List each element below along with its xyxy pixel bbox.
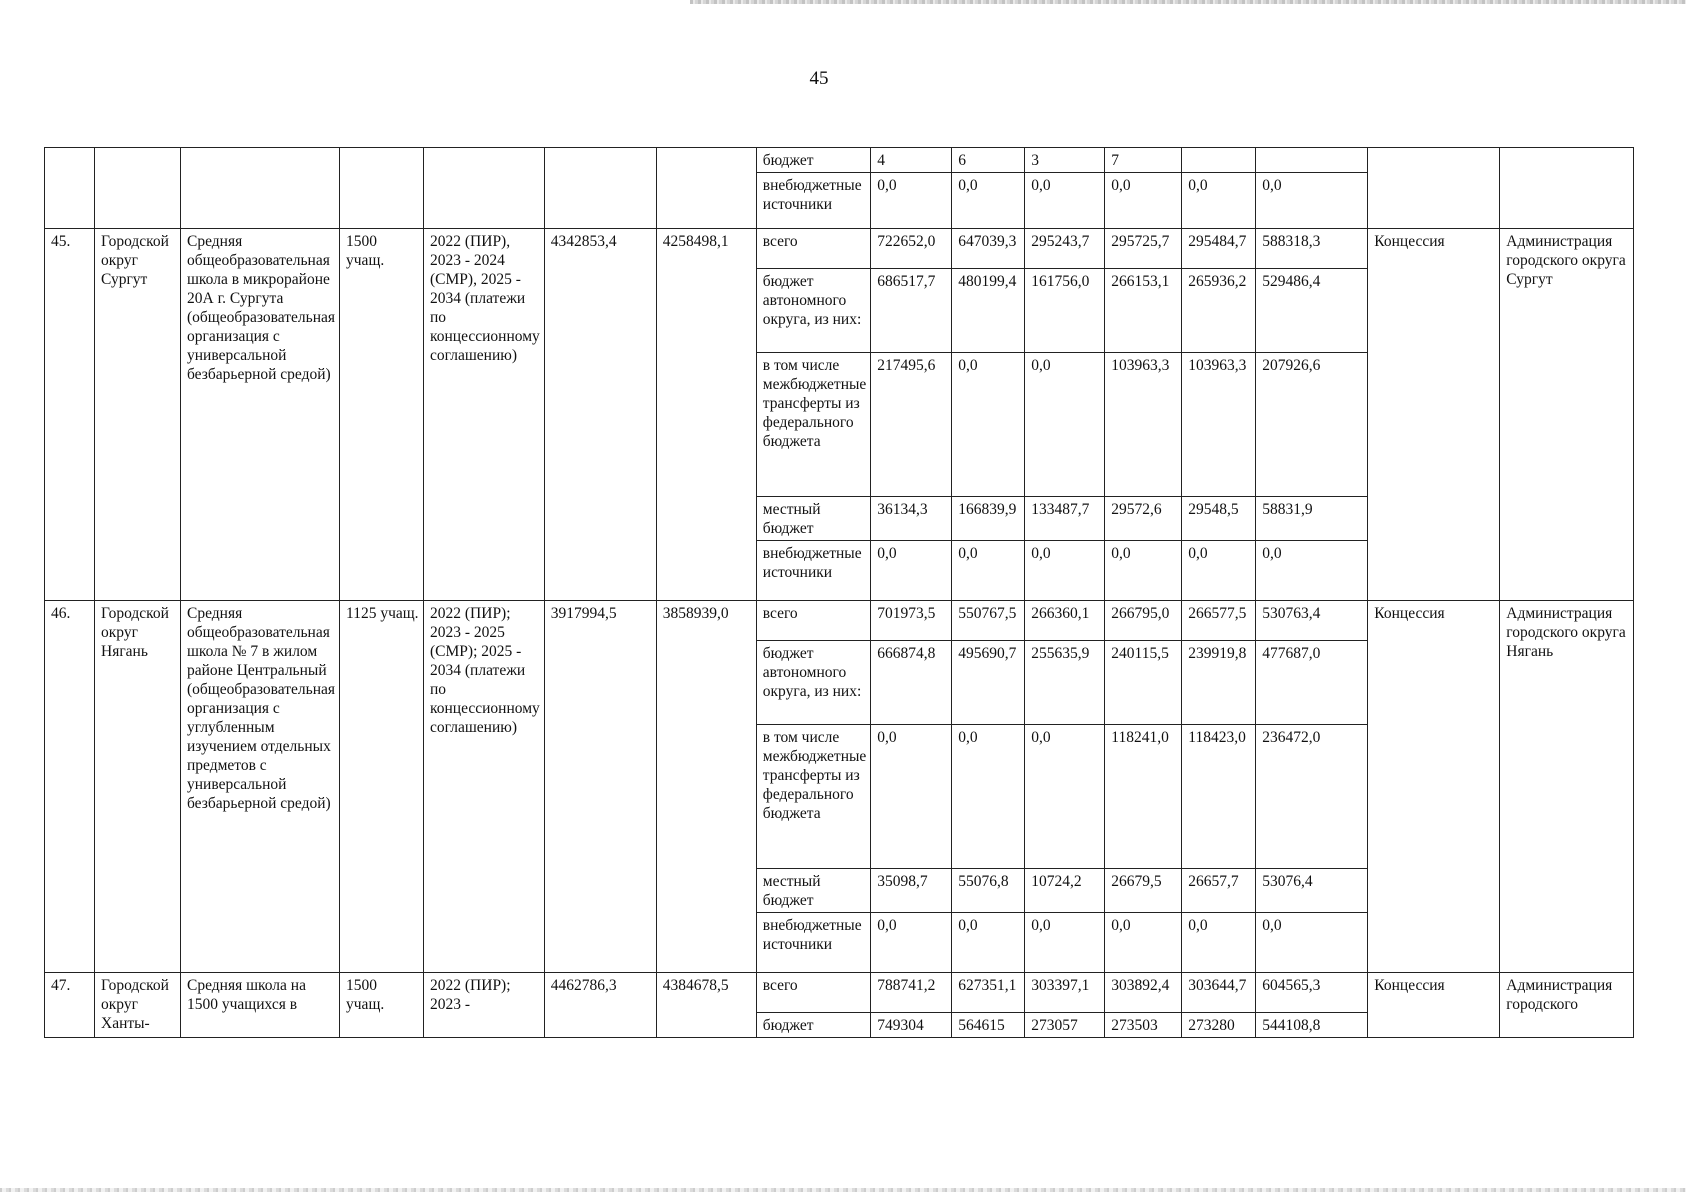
object-cell: Средняя общеобразовательная школа № 7 в жилом районе Центральный (общеобразовательная организация с углубленным изучением отдельных предметов с универсальной безбарьерной средой)	[181, 601, 340, 973]
funding-source-cell: внебюджетные источники	[756, 173, 871, 229]
value-cell: 0,0	[952, 353, 1025, 497]
index-cell: 46.	[45, 601, 95, 973]
municipality-cell: Городской округ Сургут	[95, 229, 181, 601]
value-cell: 0,0	[1256, 173, 1368, 229]
funding-source-cell: внебюджетные источники	[756, 913, 871, 973]
funding-source-cell: бюджет	[756, 148, 871, 173]
index-cell	[45, 148, 95, 229]
value-cell: 29548,5	[1182, 497, 1256, 541]
scan-edge-bottom	[0, 1188, 1686, 1192]
responsible-cell: Администрация городского	[1500, 973, 1634, 1038]
value-cell: 666874,8	[871, 641, 952, 725]
value-cell: 295725,7	[1105, 229, 1182, 269]
funding-source-cell: в том числе межбюджетные трансферты из федерального бюджета	[756, 353, 871, 497]
value-cell: 0,0	[952, 913, 1025, 973]
value-cell: 7	[1105, 148, 1182, 173]
capacity-cell: 1500 учащ.	[340, 973, 424, 1038]
value-cell: 273057	[1025, 1013, 1105, 1038]
value-cell: 295243,7	[1025, 229, 1105, 269]
scan-edge-top	[690, 0, 1686, 4]
value-cell: 0,0	[1182, 913, 1256, 973]
page-number: 45	[809, 68, 829, 89]
municipality-cell: Городской округ Ханты-	[95, 973, 181, 1038]
mechanism-cell: Концессия	[1368, 229, 1500, 601]
value-cell: 0,0	[1025, 725, 1105, 869]
period-cell: 2022 (ПИР); 2023 -	[424, 973, 545, 1038]
value-cell: 627351,1	[952, 973, 1025, 1013]
value-cell: 0,0	[871, 173, 952, 229]
period-cell	[424, 148, 545, 229]
value-cell: 0,0	[1105, 541, 1182, 601]
funding-source-cell: в том числе межбюджетные трансферты из федерального бюджета	[756, 725, 871, 869]
responsible-cell: Администрация городского округа Нягань	[1500, 601, 1634, 973]
value-cell: 255635,9	[1025, 641, 1105, 725]
funding-source-cell: всего	[756, 229, 871, 269]
capacity-cell: 1125 учащ.	[340, 601, 424, 973]
funding-source-cell: бюджет автономного округа, из них:	[756, 641, 871, 725]
value-cell: 0,0	[952, 541, 1025, 601]
value-cell: 133487,7	[1025, 497, 1105, 541]
table-row	[45, 601, 1634, 641]
value-cell: 266360,1	[1025, 601, 1105, 641]
value-cell: 0,0	[1025, 541, 1105, 601]
value-cell: 495690,7	[952, 641, 1025, 725]
estimated-cost-cell: 4342853,4	[544, 229, 656, 601]
value-cell: 0,0	[871, 725, 952, 869]
mechanism-cell: Концессия	[1368, 973, 1500, 1038]
value-cell: 0,0	[1025, 913, 1105, 973]
value-cell: 4	[871, 148, 952, 173]
table-row	[45, 973, 1634, 1013]
estimated-cost-cell	[544, 148, 656, 229]
value-cell: 0,0	[952, 173, 1025, 229]
responsible-cell: Администрация городского округа Сургут	[1500, 229, 1634, 601]
table-row	[45, 148, 1634, 173]
value-cell: 0,0	[1256, 913, 1368, 973]
value-cell: 166839,9	[952, 497, 1025, 541]
period-cell: 2022 (ПИР); 2023 - 2025 (СМР); 2025 - 2034 (платежи по концессионному соглашению)	[424, 601, 545, 973]
value-cell: 530763,4	[1256, 601, 1368, 641]
value-cell: 480199,4	[952, 269, 1025, 353]
funding-source-cell: бюджет	[756, 1013, 871, 1038]
value-cell: 0,0	[1025, 353, 1105, 497]
value-cell: 266795,0	[1105, 601, 1182, 641]
program-table	[44, 147, 1634, 1038]
value-cell: 273503	[1105, 1013, 1182, 1038]
value-cell	[1256, 148, 1368, 173]
capacity-cell	[340, 148, 424, 229]
value-cell: 55076,8	[952, 869, 1025, 913]
index-cell: 45.	[45, 229, 95, 601]
value-cell: 29572,6	[1105, 497, 1182, 541]
value-cell: 36134,3	[871, 497, 952, 541]
object-cell: Средняя общеобразовательная школа в микрорайоне 20А г. Сургута (общеобразовательная организация с универсальной безбарьерной средой)	[181, 229, 340, 601]
value-cell: 58831,9	[1256, 497, 1368, 541]
value-cell: 0,0	[1256, 541, 1368, 601]
value-cell: 0,0	[1182, 541, 1256, 601]
value-cell: 118241,0	[1105, 725, 1182, 869]
value-cell: 647039,3	[952, 229, 1025, 269]
funding-source-cell: местный бюджет	[756, 869, 871, 913]
value-cell: 3	[1025, 148, 1105, 173]
value-cell: 749304	[871, 1013, 952, 1038]
value-cell: 273280	[1182, 1013, 1256, 1038]
responsible-cell	[1500, 148, 1634, 229]
municipality-cell: Городской округ Нягань	[95, 601, 181, 973]
funding-source-cell: всего	[756, 973, 871, 1013]
value-cell: 10724,2	[1025, 869, 1105, 913]
value-cell: 0,0	[1025, 173, 1105, 229]
value-cell: 266577,5	[1182, 601, 1256, 641]
index-cell: 47.	[45, 973, 95, 1038]
value-cell: 26679,5	[1105, 869, 1182, 913]
estimated-cost-cell: 3917994,5	[544, 601, 656, 973]
value-cell: 0,0	[871, 913, 952, 973]
funding-source-cell: бюджет автономного округа, из них:	[756, 269, 871, 353]
value-cell: 0,0	[871, 541, 952, 601]
value-cell: 550767,5	[952, 601, 1025, 641]
value-cell: 588318,3	[1256, 229, 1368, 269]
value-cell: 529486,4	[1256, 269, 1368, 353]
value-cell: 722652,0	[871, 229, 952, 269]
value-cell: 266153,1	[1105, 269, 1182, 353]
table-row	[45, 229, 1634, 269]
funding-source-cell: внебюджетные источники	[756, 541, 871, 601]
value-cell: 0,0	[1182, 173, 1256, 229]
object-cell	[181, 148, 340, 229]
value-cell: 239919,8	[1182, 641, 1256, 725]
value-cell: 6	[952, 148, 1025, 173]
capacity-cell: 1500 учащ.	[340, 229, 424, 601]
mechanism-cell: Концессия	[1368, 601, 1500, 973]
value-cell	[1182, 148, 1256, 173]
remaining-cost-cell: 4258498,1	[656, 229, 756, 601]
value-cell: 35098,7	[871, 869, 952, 913]
value-cell: 544108,8	[1256, 1013, 1368, 1038]
value-cell: 701973,5	[871, 601, 952, 641]
value-cell: 265936,2	[1182, 269, 1256, 353]
value-cell: 103963,3	[1105, 353, 1182, 497]
value-cell: 236472,0	[1256, 725, 1368, 869]
value-cell: 686517,7	[871, 269, 952, 353]
remaining-cost-cell: 4384678,5	[656, 973, 756, 1038]
value-cell: 103963,3	[1182, 353, 1256, 497]
funding-source-cell: местный бюджет	[756, 497, 871, 541]
value-cell: 0,0	[952, 725, 1025, 869]
municipality-cell	[95, 148, 181, 229]
value-cell: 604565,3	[1256, 973, 1368, 1013]
value-cell: 26657,7	[1182, 869, 1256, 913]
value-cell: 0,0	[1105, 913, 1182, 973]
object-cell: Средняя школа на 1500 учащихся в	[181, 973, 340, 1038]
estimated-cost-cell: 4462786,3	[544, 973, 656, 1038]
funding-source-cell: всего	[756, 601, 871, 641]
value-cell: 303397,1	[1025, 973, 1105, 1013]
remaining-cost-cell: 3858939,0	[656, 601, 756, 973]
value-cell: 295484,7	[1182, 229, 1256, 269]
value-cell: 161756,0	[1025, 269, 1105, 353]
value-cell: 217495,6	[871, 353, 952, 497]
value-cell: 303892,4	[1105, 973, 1182, 1013]
mechanism-cell	[1368, 148, 1500, 229]
value-cell: 207926,6	[1256, 353, 1368, 497]
value-cell: 788741,2	[871, 973, 952, 1013]
remaining-cost-cell	[656, 148, 756, 229]
period-cell: 2022 (ПИР), 2023 - 2024 (СМР), 2025 - 2034 (платежи по концессионному соглашению)	[424, 229, 545, 601]
value-cell: 477687,0	[1256, 641, 1368, 725]
value-cell: 0,0	[1105, 173, 1182, 229]
value-cell: 53076,4	[1256, 869, 1368, 913]
value-cell: 240115,5	[1105, 641, 1182, 725]
value-cell: 118423,0	[1182, 725, 1256, 869]
value-cell: 564615	[952, 1013, 1025, 1038]
value-cell: 303644,7	[1182, 973, 1256, 1013]
